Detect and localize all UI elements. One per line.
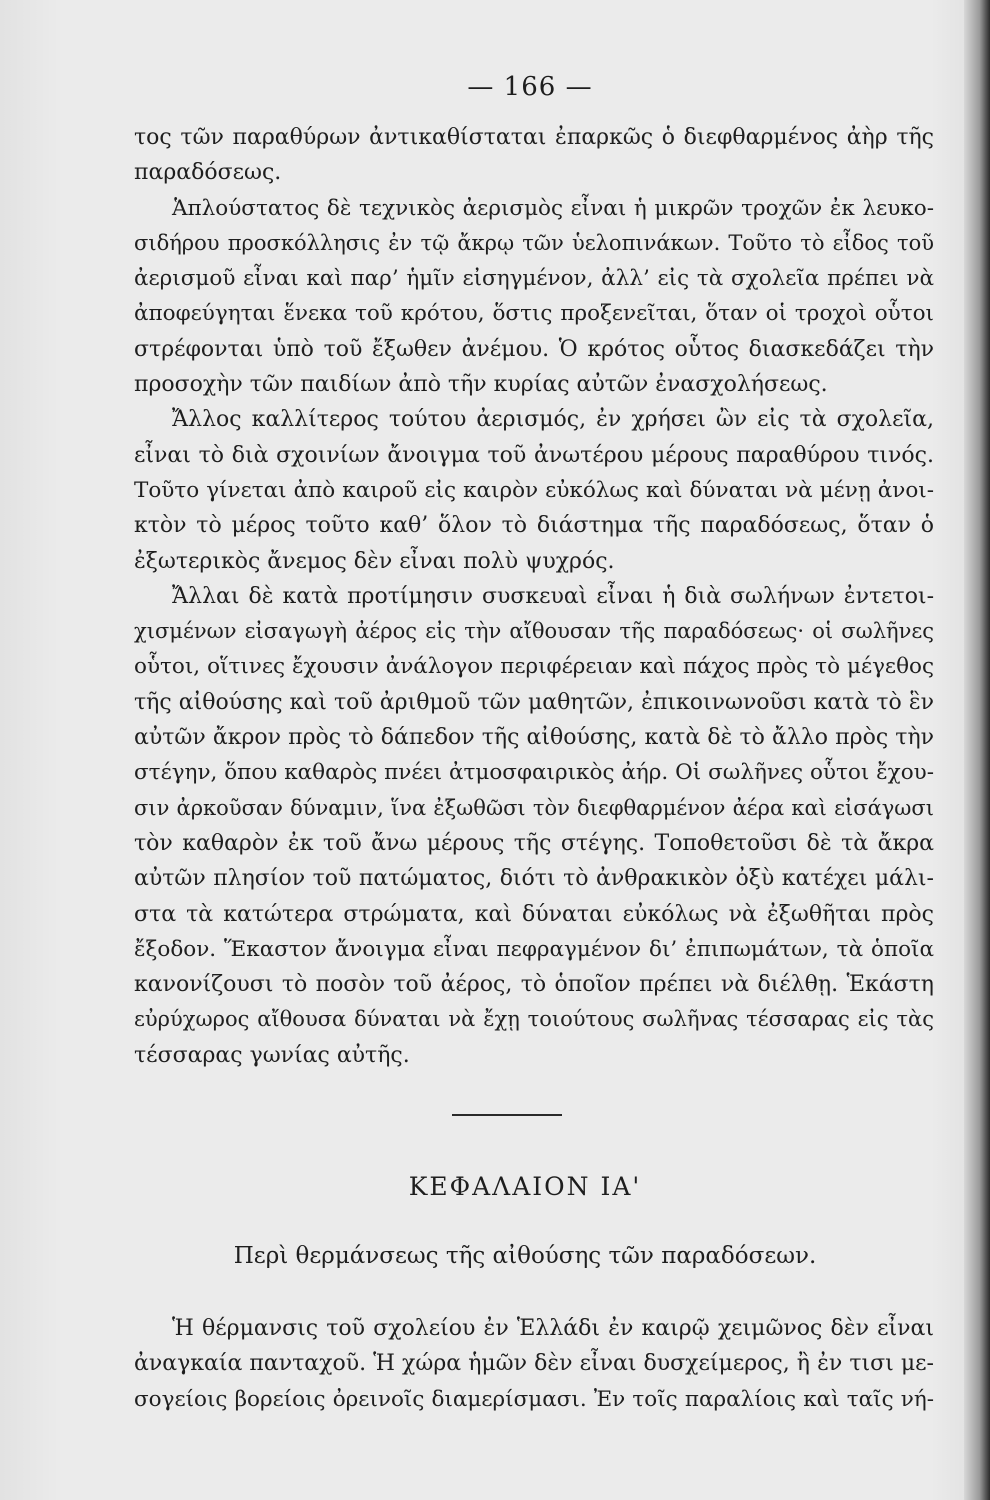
text-line: τέσσαρας γωνίας αὐτῆς. [134,1042,410,1068]
text-line: στα τὰ κατώτερα στρώματα, καὶ δύναται εὐκόλως νὰ ἐξωθῆται πρὸς [134,901,934,927]
text-line: τος τῶν παραθύρων ἀντικαθίσταται ἐπαρκῶς ὁ διεφθαρμένος ἀὴρ τῆς [134,125,934,150]
text-line: αὐτῶν πλησίον τοῦ πατώματος, διότι τὸ ἀνθρακικὸν ὀξὺ κατέχει μάλι- [134,866,934,892]
text-line: Τοῦτο γίνεται ἀπὸ καιροῦ εἰς καιρὸν εὐκόλως καὶ δύναται νὰ μένῃ ἀνοι- [134,477,934,503]
chapter-heading: ΚΕΦΑΛΑΙΟΝ ΙΑ' [408,1172,642,1201]
section-title: Περὶ θερμάνσεως τῆς αἰθούσης τῶν παραδόσεων. [233,1243,817,1269]
text-line: εὐρύχωρος αἴθουσα δύναται νὰ ἔχῃ τοιούτους σωλῆνας τέσσαρας εἰς τὰς [134,1007,934,1032]
text-line: χισμένων εἰσαγωγὴ ἀέρος εἰς τὴν αἴθουσαν τῆς παραδόσεως· οἱ σωλῆνες [134,619,934,644]
text-line: ἀποφεύγηται ἕνεκα τοῦ κρότου, ὅστις προξενεῖται, ὅταν οἱ τροχοὶ οὗτοι [134,301,934,327]
text-line: τῆς αἰθούσης καὶ τοῦ ἀριθμοῦ τῶν μαθητῶν, ἐπικοινωνοῦσι κατὰ τὸ ἓν [134,689,934,715]
text-line: παραδόσεως. [134,160,282,186]
text-line: στέγην, ὅπου καθαρὸς πνέει ἀτμοσφαιρικὸς ἀήρ. Οἱ σωλῆνες οὗτοι ἔχου- [134,760,934,786]
text-line: τὸν καθαρὸν ἐκ τοῦ ἄνω μέρους τῆς στέγης. Τοποθετοῦσι δὲ τὰ ἄκρα [134,830,934,856]
text-line: ἐξωτερικὸς ἄνεμος δὲν εἶναι πολὺ ψυχρός. [134,548,615,574]
body-text [134,120,934,1073]
text-line: στρέφονται ὑπὸ τοῦ ἔξωθεν ἀνέμου. Ὁ κρότος οὗτος διασκεδάζει τὴν [134,336,934,362]
text-line: Ἄλλος καλλίτερος τούτου ἀερισμός, ἐν χρήσει ὢν εἰς τὰ σχολεῖα, [172,407,934,433]
text-line: Ἁπλούστατος δὲ τεχνικὸς ἀερισμὸς εἶναι ἡ μικρῶν τροχῶν ἐκ λευκο- [172,195,934,221]
text-line: αὐτῶν ἄκρον πρὸς τὸ δάπεδον τῆς αἰθούσης, κατὰ δὲ τὸ ἄλλο πρὸς τὴν [134,725,934,751]
text-line: σιν ἀρκοῦσαν δύναμιν, ἵνα ἐξωθῶσι τὸν διεφθαρμένον ἀέρα καὶ εἰσάγωσι [134,795,934,820]
text-line: κτὸν τὸ μέρος τοῦτο καθ’ ὅλον τὸ διάστημα τῆς παραδόσεως, ὅταν ὁ [134,513,934,539]
text-line: οὗτοι, οἵτινες ἔχουσιν ἀνάλογον περιφέρειαν καὶ πάχος πρὸς τὸ μέγεθος [134,654,934,680]
text-line: σιδήρου προσκόλλησις ἐν τῷ ἄκρῳ τῶν ὑελοπινάκων. Τοῦτο τὸ εἶδος τοῦ [134,230,934,255]
text-line: ἀναγκαία πανταχοῦ. Ἡ χώρα ἡμῶν δὲν εἶναι δυσχείμερος, ἢ ἐν τισι με- [134,1351,934,1377]
text-line: Ἡ θέρμανσις τοῦ σχολείου ἐν Ἑλλάδι ἐν καιρῷ χειμῶνος δὲν εἶναι [172,1316,934,1341]
text-line: Ἄλλαι δὲ κατὰ προτίμησιν συσκευαὶ εἶναι ἡ διὰ σωλήνων ἐντετοι- [172,583,934,609]
page-number: — 166 — [467,72,593,102]
text-line: κανονίζουσι τὸ ποσὸν τοῦ ἀέρος, τὸ ὁποῖον πρέπει νὰ διέλθῃ. Ἑκάστη [134,972,934,998]
page-binding-edge [964,0,990,1500]
text-line: σογείοις βορείοις ὀρεινοῖς διαμερίσμασι. Ἐν τοῖς παραλίοις καὶ ταῖς νή- [134,1386,934,1412]
text-line: προσοχὴν τῶν παιδίων ἀπὸ τῆν κυρίας αὐτῶν ἐνασχολήσεως. [134,372,828,398]
text-line: ἀερισμοῦ εἶναι καὶ παρ’ ἡμῖν εἰσηγμένον, ἀλλ’ εἰς τὰ σχολεῖα πρέπει νὰ [134,266,934,292]
section-divider [452,1114,562,1116]
text-line: ἔξοδον. Ἕκαστον ἄνοιγμα εἶναι πεφραγμένον δι’ ἐπιπωμάτων, τὰ ὁποῖα [134,936,934,962]
chapter-body-text [134,1311,934,1417]
text-line: εἶναι τὸ διὰ σχοινίων ἄνοιγμα τοῦ ἀνωτέρου μέρους παραθύρου τινός. [134,442,934,468]
